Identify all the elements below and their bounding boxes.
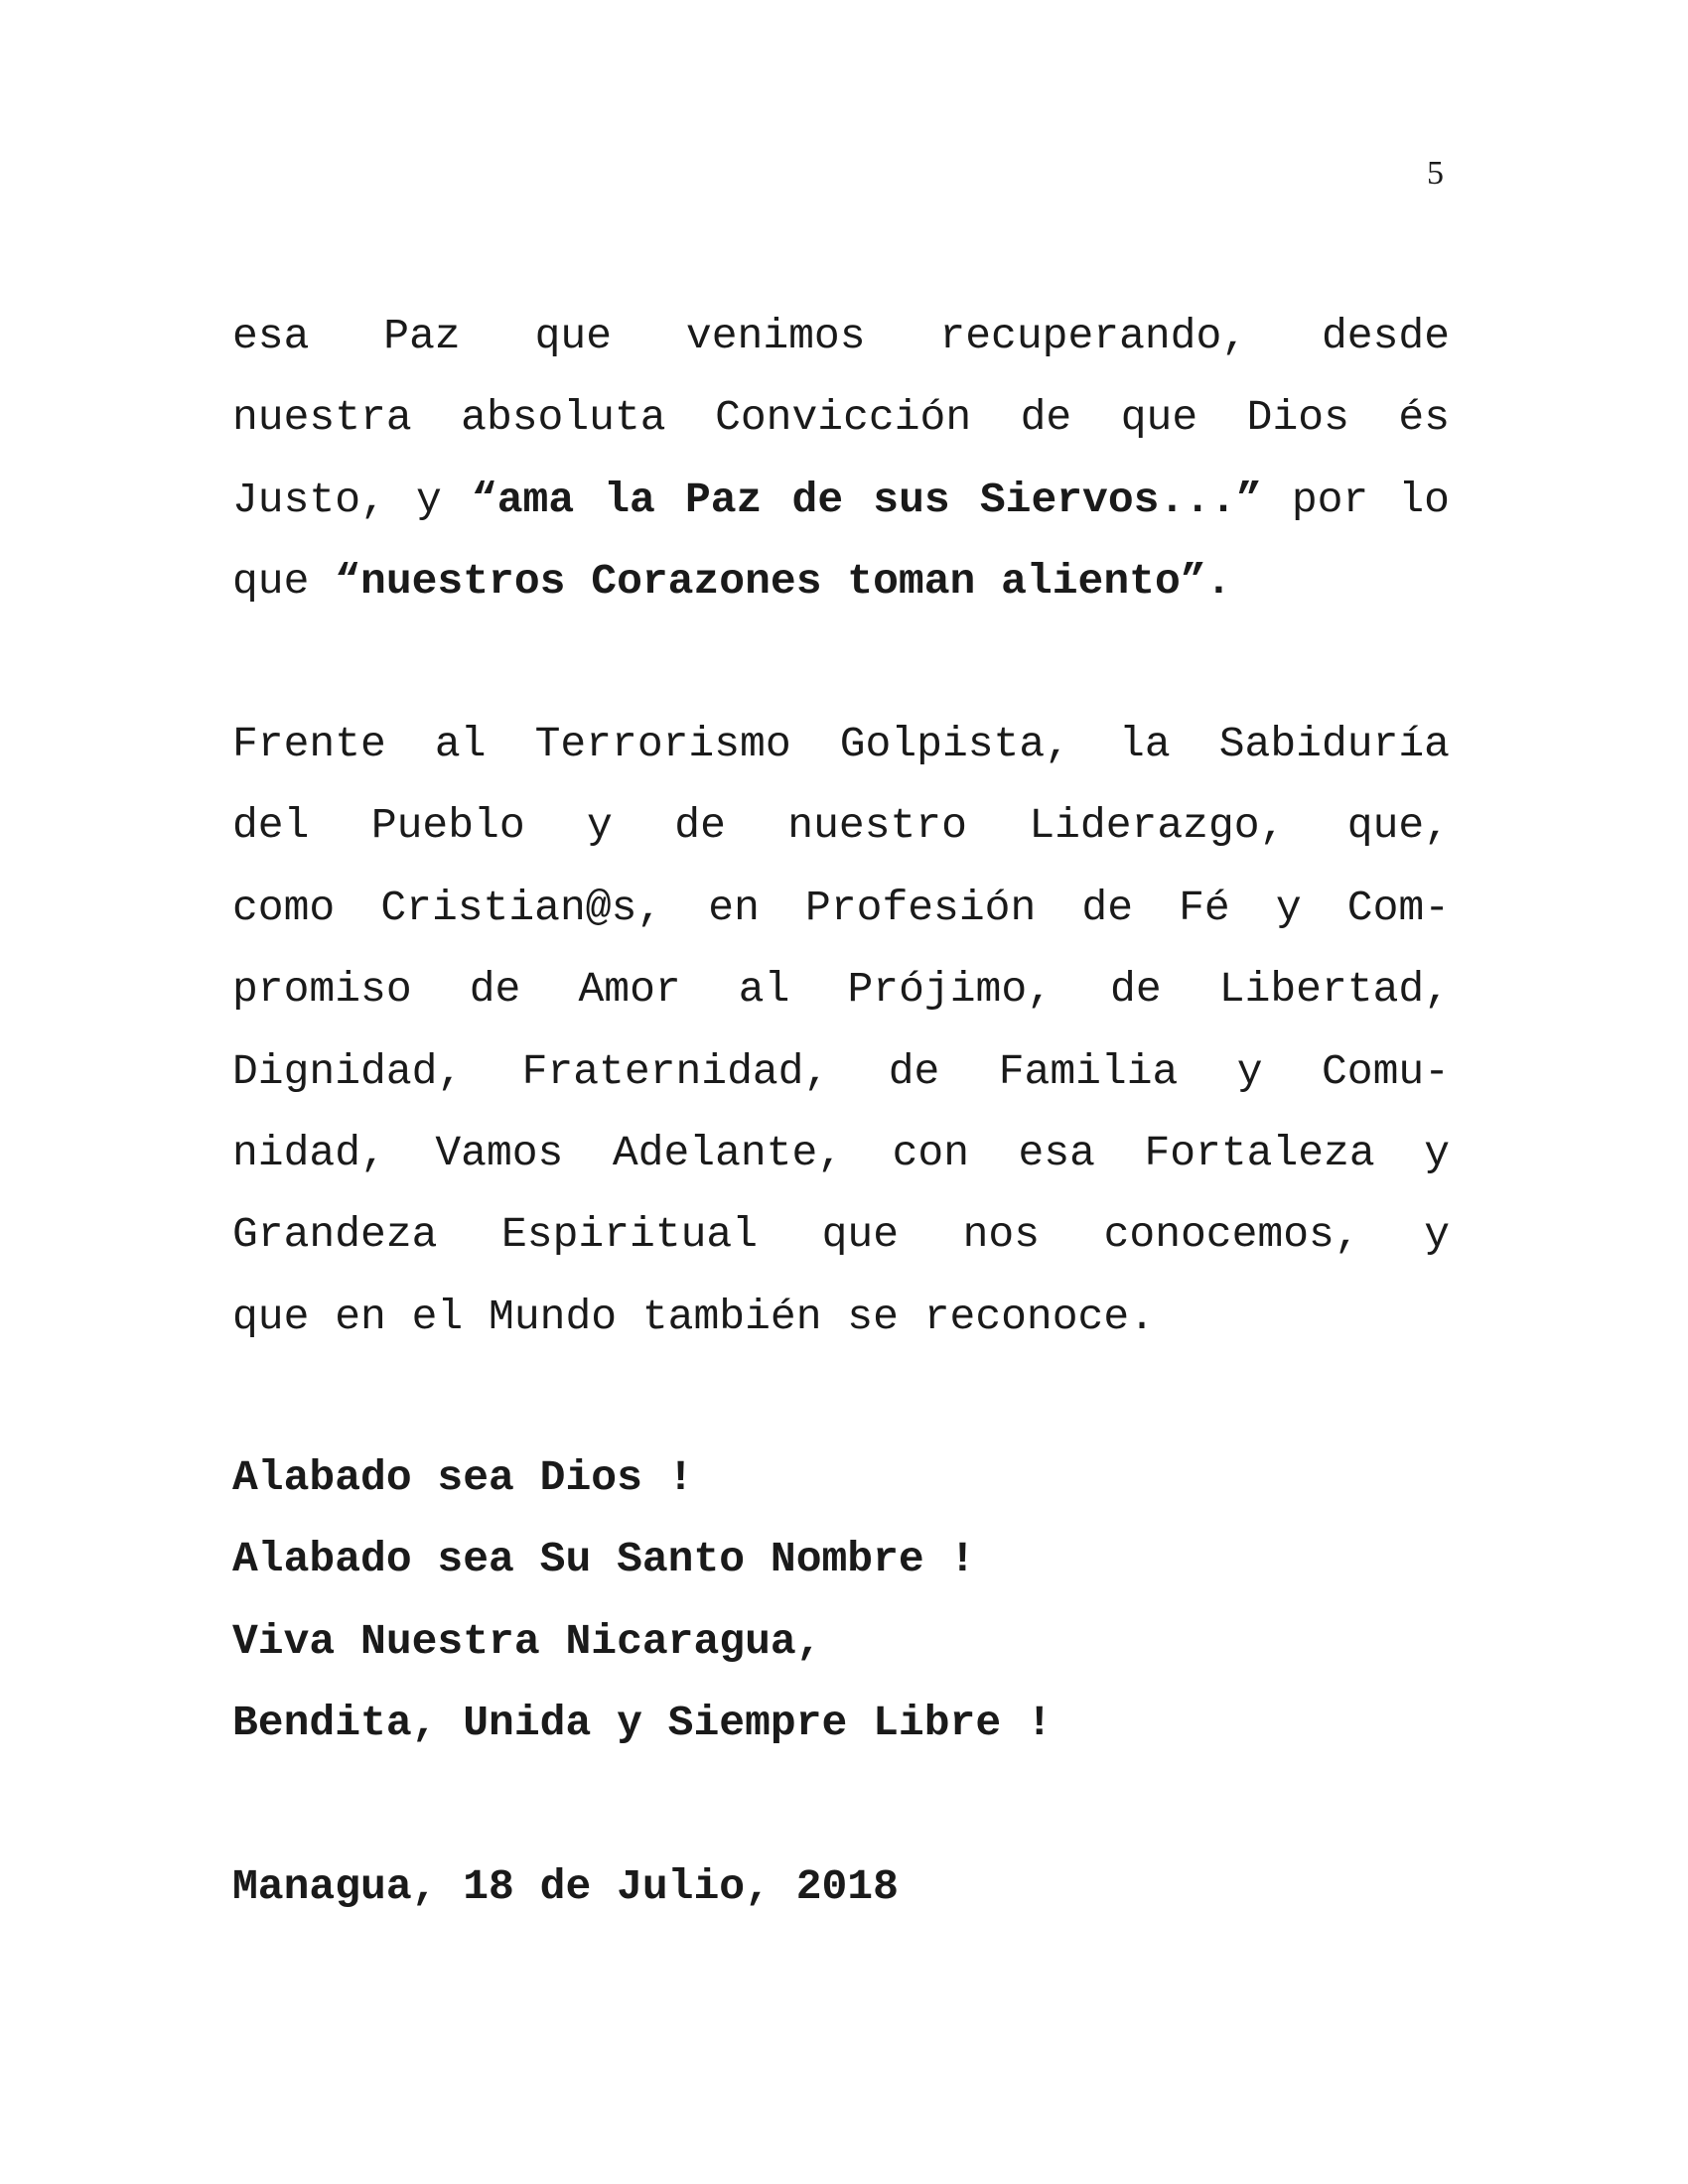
- closing-line: Alabado sea Su Santo Nombre !: [232, 1535, 976, 1584]
- paragraph-coup-terrorism: [232, 704, 1450, 1358]
- bold-quote: “ama la Paz de sus Siervos...”: [471, 475, 1262, 524]
- paragraph-line: [232, 460, 1450, 541]
- closing-line: Viva Nuestra Nicaragua,: [232, 1616, 822, 1666]
- page-number: 5: [1427, 155, 1444, 192]
- paragraph-peace: [232, 296, 1450, 623]
- paragraph-line: promiso de Amor al Prójimo, de Libertad,: [232, 965, 1450, 1015]
- paragraph-line: esa Paz que venimos recuperando, desde: [232, 312, 1450, 360]
- paragraph-line: nidad, Vamos Adelante, con esa Fortaleza y: [232, 1128, 1450, 1177]
- closing-line: Alabado sea Dios !: [232, 1453, 694, 1502]
- line-text: por lo: [1261, 475, 1450, 524]
- paragraph-line: Frente al Terrorismo Golpista, la Sabiduría: [232, 720, 1450, 768]
- line-text: Justo, y: [232, 475, 472, 524]
- paragraph-line: Grandeza Espiritual que nos conocemos, y: [232, 1210, 1450, 1260]
- closing-exclamations: [232, 1437, 1450, 1765]
- line-text: que: [232, 557, 336, 607]
- place-date: Managua, 18 de Julio, 2018: [232, 1862, 899, 1911]
- paragraph-line: que en el Mundo también se reconoce.: [232, 1292, 1155, 1341]
- paragraph-line: Dignidad, Fraternidad, de Familia y Comu-: [232, 1046, 1450, 1096]
- paragraph-line: del Pueblo y de nuestro Liderazgo, que,: [232, 801, 1450, 851]
- paragraph-line: como Cristian@s, en Profesión de Fé y Com-: [232, 883, 1450, 932]
- bold-quote: “nuestros Corazones toman aliento”.: [335, 557, 1232, 607]
- paragraph-line: [232, 541, 1450, 622]
- place-date-line: [232, 1846, 1450, 1928]
- closing-line: Bendita, Unida y Siempre Libre !: [232, 1699, 1053, 1748]
- paragraph-line: nuestra absoluta Convicción de que Dios és: [232, 393, 1450, 443]
